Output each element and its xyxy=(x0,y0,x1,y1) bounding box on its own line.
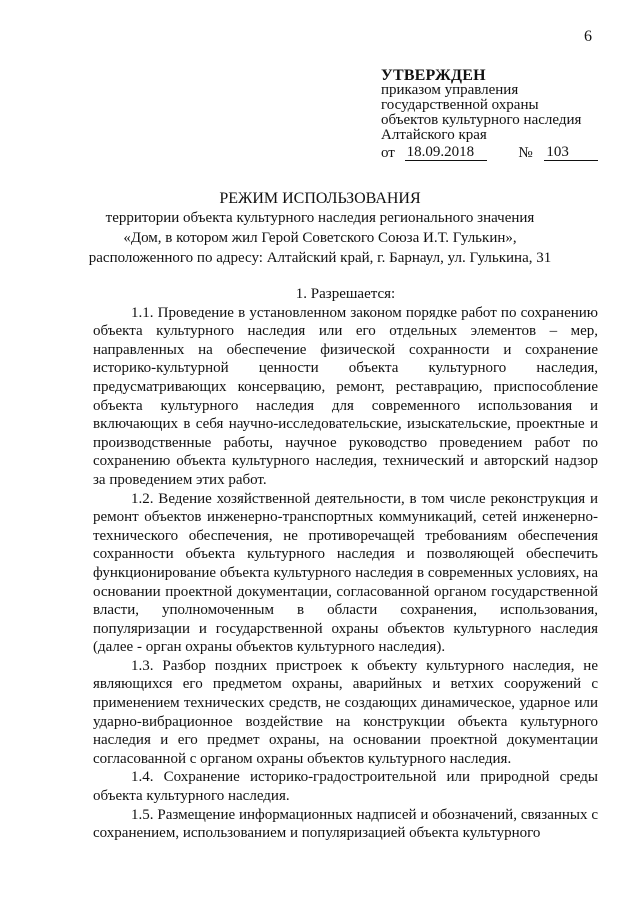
approval-block xyxy=(381,68,603,162)
approval-line: объектов культурного наследия xyxy=(381,112,582,128)
approval-line: Алтайского края xyxy=(381,127,487,143)
document-body xyxy=(93,285,598,843)
heading-line: расположенного по адресу: Алтайский край, г. Барнаул, ул. Гулькина, 31 xyxy=(88,250,552,266)
heading-line: «Дом, в котором жил Герой Советского Союза И.Т. Гулькин», xyxy=(123,230,517,246)
order-date-number xyxy=(381,145,603,162)
approval-line: государственной охраны xyxy=(381,97,539,113)
paragraph-1-4: 1.4. Сохранение историко-градостроительной или природной среды объекта культурного наследия. xyxy=(93,769,598,805)
approval-line: приказом управления xyxy=(381,82,519,98)
document-title: РЕЖИМ ИСПОЛЬЗОВАНИЯ xyxy=(219,190,421,207)
document-heading xyxy=(0,189,640,268)
paragraph-1-5: 1.5. Размещение информационных надписей и обозначений, связанных с сохранением, использованием и популяризацией объекта культурного xyxy=(93,806,598,842)
approval-title: УТВЕРЖДЕН xyxy=(381,67,486,84)
paragraph-1-2: 1.2. Ведение хозяйственной деятельности, в том числе реконструкция и ремонт объектов инженерно-транспортных коммуникаций, сетей инженерно-технического обеспечения, не противоречащей требованиям обеспечения сохранности объекта культурного наследия и позволяющей обеспечить функционирование объекта культурного наследия в современных условиях, на основании проектной документации, согласованной органом государственной власти, уполномоченным в области сохранения, использования, популяризации и государственной охраны объектов культурного наследия (далее - орган охраны объектов культурного наследия). xyxy=(93,490,598,656)
order-date: 18.09.2018 xyxy=(405,145,487,161)
heading-line: территории объекта культурного наследия регионального значения xyxy=(105,210,535,226)
paragraph-1-1: 1.1. Проведение в установленном законом порядке работ по сохранению объекта культурного наследия или его отдельных элементов – мер, направленных на обеспечение физической сохранности и сохранение историко-культурной ценности объекта культурного наследия, предусматривающих консервацию, ремонт, реставрацию, приспособление объекта культурного наследия для современного использования и включающих в себя научно-исследовательские, изыскательские, проектные и производственные работы, научное руководство проведением работ по сохранению объекта культурного наследия, технический и авторский надзор за проведением этих работ. xyxy=(93,304,598,488)
order-number: 103 xyxy=(544,145,598,161)
section-heading: 1. Разрешается: xyxy=(295,286,396,302)
page-number: 6 xyxy=(584,28,592,45)
date-prefix: от xyxy=(381,145,395,161)
number-label: № xyxy=(518,145,533,161)
paragraph-1-3: 1.3. Разбор поздних пристроек к объекту культурного наследия, не являющихся его предметом охраны, аварийных и ветхих сооружений с применением технических средств, не создающих динамическое, ударное или ударно-вибрационное воздействие на конструкции объекта культурного наследия и его предмет охраны, на основании проектной документации согласованной с органом охраны объектов культурного наследия. xyxy=(93,657,598,767)
